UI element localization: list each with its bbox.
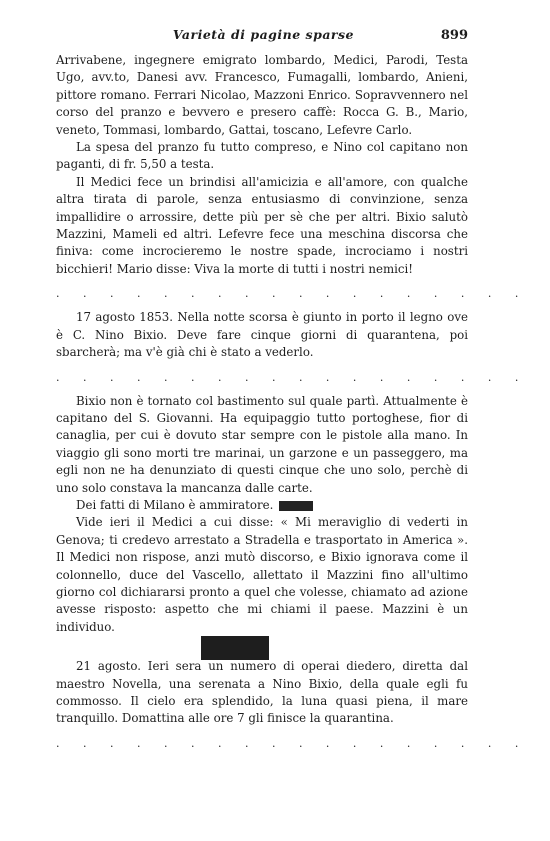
page-header — [56, 26, 468, 52]
section-separator: . . . . . . . . . . . . . . . . . . — [56, 370, 529, 384]
paragraph-21-august: 21 agosto. Ieri sera un numero di operai diedero, diretta dal maestro Novella, una serenata a Nino Bixio, della quale egli fu commosso. Il cielo era splendido, la luna quasi piena, il mare tranquillo. Domattina alle ore 7 gli finisce la quarantina. — [56, 659, 468, 726]
ink-blot-area — [56, 636, 468, 658]
section-separator: . . . . . . . . . . . . . . . . . . — [56, 287, 529, 301]
ink-blot — [201, 636, 269, 660]
paragraph-17-august: 17 agosto 1853. Nella notte scorsa è giunto in porto il legno ove è C. Nino Bixio. Deve fare cinque giorni di quarantena, poi sbarcherà; ma v'è già chi è stato a vederlo. — [56, 310, 468, 360]
paragraph-medici: Vide ieri il Medici a cui disse: « Mi meraviglio di vederti in Genova; ti credevo arrestato a Stradella e trasportato in America ». Il Medici non rispose, anzi mutò discorso, e Bixio ignorava come il colonnello, duce del Vascello, allettato il Mazzini fino all'ultimo giorno col dichiararsi pronto a quel che volesse, chiamato ad azione avesse risposto: aspetto che mi chiami il paese. Mazzini è un individuo. — [56, 515, 468, 634]
paragraph-milan: Dei fatti di Milano è ammiratore. — [56, 497, 468, 514]
paragraph-guest-list: Arrivabene, ingegnere emigrato lombardo, Medici, Parodi, Testa Ugo, avv.to, Danesi avv. Francesco, Fumagalli, lombardo, Anieni, pittore romano. Ferrari Nicolao, Mazzoni Enrico. Sopravvennero nel corso del pranzo e bevvero e presero caffè: Rocca G. B., Mario, veneto, Tommasi, lombardo, Gattai, toscano, Lefevre Carlo. — [56, 53, 468, 137]
ink-blot — [279, 501, 313, 511]
paragraph-dinner-cost: La spesa del pranzo fu tutto compreso, e Nino col capitano non paganti, di fr. 5,50 a testa. — [56, 140, 468, 172]
page-number: 899 — [440, 28, 468, 43]
running-title: Varietà di pagine sparse — [172, 27, 355, 42]
paragraph-bixio-ship: Bixio non è tornato col bastimento sul quale partì. Attualmente è capitano del S. Giovanni. Ha equipaggio tutto portoghese, fior di canaglia, per cui è dovuto star sempre con le pistole alla mano. In viaggio gli sono morti tre marinai, un garzone e un passeggero, ma egli non ne ha denunziato di questi cinque che uno solo, perchè di uno solo constava la mancanza dalle carte. — [56, 393, 468, 495]
section-separator: . . . . . . . . . . . . . . . . . . — [56, 736, 529, 750]
book-page — [56, 26, 529, 759]
paragraph-toast: Il Medici fece un brindisi all'amicizia e all'amore, con qualche altra tirata di parole, senza entusiasmo di convinzione, senza impallidire o arrossire, dette più per sè che per altri. Bixio salutò Mazzini, Mameli ed altri. Lefevre fece una meschina discorsa che finiva: come incrocieremo le nostre spade, incrociamo i nostri bicchieri! Mario disse: Viva la morte di tutti i nostri nemici! — [56, 174, 468, 276]
